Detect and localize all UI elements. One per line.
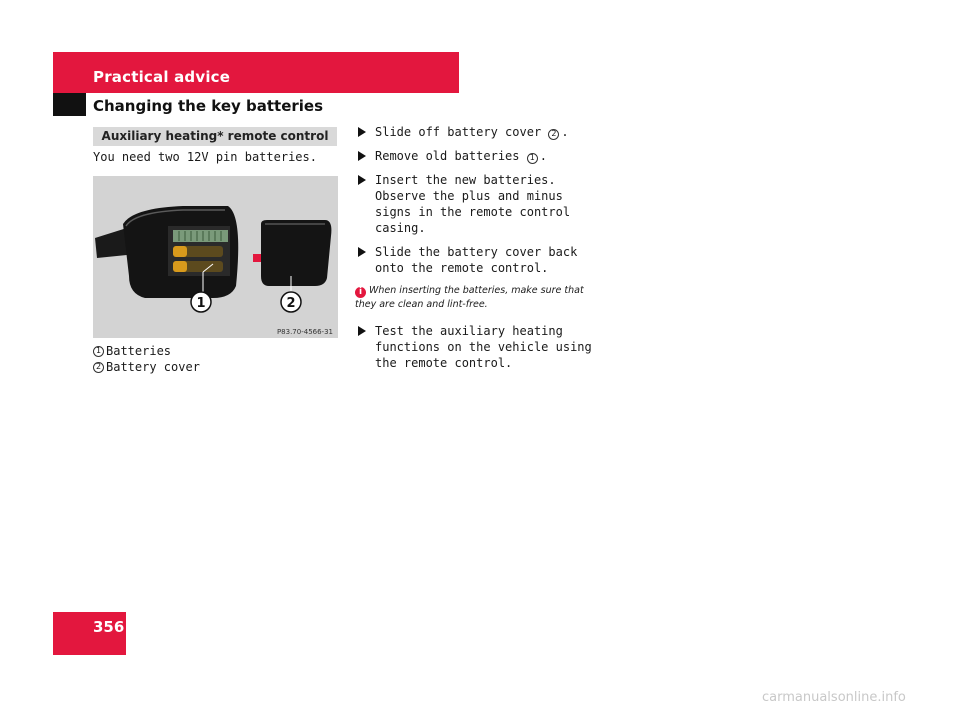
callout-1: 1 <box>196 296 206 311</box>
legend-number: 2 <box>93 362 104 373</box>
watermark: carmanualsonline.info <box>762 690 906 705</box>
bullet-arrow-icon <box>358 151 366 161</box>
step-replace-cover: Slide the battery cover back onto the remote control. <box>355 244 605 276</box>
page-title: Changing the key batteries <box>93 97 324 115</box>
ref-number: 2 <box>548 129 559 140</box>
note-text: When inserting the batteries, make sure that they are clean and lint-free. <box>355 285 584 310</box>
remote-control-illustration <box>93 176 338 338</box>
step-insert-batteries: Insert the new batteries. Observe the plus and minus signs in the remote control casing. <box>355 172 605 236</box>
step-slide-off-cover: Slide off battery cover 2 . <box>355 124 605 140</box>
bullet-arrow-icon <box>358 127 366 137</box>
bullet-arrow-icon <box>358 175 366 185</box>
legend-item-battery-cover <box>93 359 200 375</box>
header-tab-marker <box>53 93 86 116</box>
instruction-steps <box>355 124 605 379</box>
remote-control-figure <box>93 176 338 338</box>
callout-2: 2 <box>286 296 296 311</box>
subsection-title: Auxiliary heating* remote control <box>93 127 337 146</box>
step-test-functions: Test the auxiliary heating functions on the vehicle using the remote control. <box>355 323 605 371</box>
legend-number: 1 <box>93 346 104 357</box>
bullet-arrow-icon <box>358 247 366 257</box>
figure-legend <box>93 343 200 375</box>
legend-item-batteries <box>93 343 200 359</box>
ref-number: 1 <box>527 153 538 164</box>
bullet-arrow-icon <box>358 326 366 336</box>
legend-label: Battery cover <box>106 360 200 374</box>
page-number: 356 <box>93 618 125 636</box>
info-icon: i <box>355 287 366 298</box>
info-note <box>355 284 605 311</box>
step-remove-batteries: Remove old batteries 1 . <box>355 148 605 164</box>
legend-label: Batteries <box>106 344 172 358</box>
intro-text: You need two 12V pin batteries. <box>93 150 317 164</box>
figure-code: P83.70-4566-31 <box>276 328 333 336</box>
section-label: Practical advice <box>93 68 231 86</box>
